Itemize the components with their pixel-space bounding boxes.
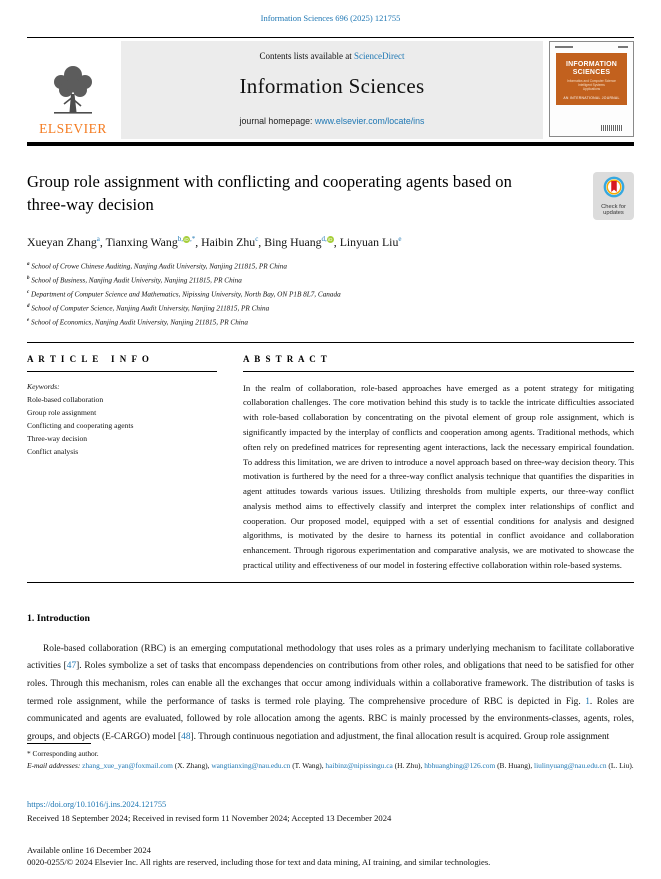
- author-wang: Tianxing Wang$^{b,}$iD,*,: [105, 234, 202, 249]
- email-label: E-mail addresses:: [27, 761, 81, 770]
- article-info-column: [27, 343, 217, 573]
- journal-title: Information Sciences: [239, 74, 425, 98]
- affiliation-b: $^b$ School of Business, Nanjing Audit University, Nanjing 211815, PR China: [27, 275, 242, 284]
- author-zhang: Xueyan Zhang$^a$,: [27, 234, 106, 249]
- footnote-block: [27, 743, 634, 772]
- keywords-block: [27, 380, 217, 458]
- author-name: Linyuan Liu: [339, 234, 399, 249]
- check-badge-label: Check for updates: [601, 203, 626, 217]
- affiliation-list: [27, 259, 634, 329]
- affiliation-d: $^d$ School of Computer Science, Nanjing Audit University, Nanjing 211815, PR China: [27, 303, 270, 312]
- issn-copyright: 0020-0255/© 2024 Elsevier Inc. All rights are reserved, including those for text and data mining, AI training, and similar technologies.: [27, 857, 491, 867]
- check-for-updates-badge[interactable]: [593, 172, 634, 220]
- author-name: Tianxing Wang: [105, 234, 178, 249]
- email-link[interactable]: hbhuangbing@126.com: [424, 761, 496, 770]
- email-link[interactable]: zhang_xue_yan@foxmail.com: [82, 761, 173, 770]
- author-liu: [340, 235, 402, 249]
- check-updates-icon: [603, 185, 625, 202]
- contents-line: [121, 51, 543, 61]
- author-name: Haibin Zhu: [201, 234, 256, 249]
- citation-ref-47[interactable]: 47: [66, 661, 77, 672]
- homepage-url-link[interactable]: www.elsevier.com/locate/ins: [314, 116, 425, 126]
- affiliation-a: $^a$ School of Crowe Chinese Auditing, Nanjing Audit University, Nanjing 211815, PR China: [27, 261, 287, 270]
- author-name: Bing Huang: [264, 234, 322, 249]
- email-link[interactable]: haibinz@nipissingu.ca: [325, 761, 393, 770]
- orcid-icon[interactable]: iD: [328, 236, 333, 242]
- body-top-rule: [27, 582, 634, 583]
- homepage-line: [121, 116, 543, 126]
- homepage-prefix: journal homepage:: [239, 116, 315, 126]
- orcid-icon[interactable]: iD: [184, 236, 189, 242]
- email-item: haibinz@nipissingu.ca (H. Zhu),: [325, 761, 425, 770]
- author-huang: Bing Huang$^{d,}$iD,: [264, 234, 340, 249]
- affiliation-e: $^e$ School of Economics, Nanjing Audit University, Nanjing 211815, PR China: [27, 317, 248, 326]
- corresponding-author-marker[interactable]: ,*: [189, 234, 196, 243]
- article-title: Group role assignment with conflicting and cooperating agents based on three-way decision: [27, 171, 512, 214]
- affiliation-ref[interactable]: c: [255, 234, 259, 243]
- cover-sub-line3: Applications: [582, 87, 601, 92]
- keyword-item: Conflict analysis: [27, 446, 79, 456]
- email-item: liulinyuang@nau.edu.cn (L. Liu).: [534, 761, 634, 770]
- cover-sub-line2: Intelligent Systems: [578, 83, 605, 88]
- keyword-item: Role-based collaboration: [27, 394, 104, 404]
- cover-barcode: [601, 125, 623, 131]
- email-link[interactable]: wangtianxing@nau.edu.cn: [211, 761, 291, 770]
- keyword-item: Three-way decision: [27, 433, 88, 443]
- sciencedirect-link[interactable]: ScienceDirect: [354, 51, 405, 61]
- keyword-item: Conflicting and cooperating agents: [27, 420, 134, 430]
- keyword-item: Group role assignment: [27, 407, 97, 417]
- abstract-heading: A B S T R A C T: [243, 343, 634, 372]
- affiliation-ref[interactable]: d,: [321, 234, 327, 243]
- affiliation-ref[interactable]: e: [398, 234, 402, 243]
- email-link[interactable]: liulinyuang@nau.edu.cn: [534, 761, 607, 770]
- journal-banner: [121, 41, 543, 139]
- received-dates: Received 18 September 2024; Received in revised form 11 November 2024; Accepted 13 December 2024: [27, 813, 392, 823]
- top-rule: [27, 37, 634, 38]
- author-name: Xueyan Zhang: [27, 234, 97, 249]
- email-item: zhang_xue_yan@foxmail.com (X. Zhang),: [82, 761, 212, 770]
- available-online: Available online 16 December 2024: [27, 845, 151, 855]
- abstract-text: In the realm of collaboration, role-based approaches have emerged as a potent strategy for mitigating collaboration challenges. The core motivation behind this study is to tackle the intricate difficulties associated with role-based collaboration by concentrating on the pivotal element of group role assignment, which is significantly impacted by the interplay of conflicts and cooperation among agents. Traditional methods, which often rely on predefined matrices for representing agent interactions, lack the necessary empirical foundation. To address this limitation, we are driven to introduce a novel approach based on three-way decision theory. This motivation is furthered by the need for a three-way conflict analysis technique that quantifies the disparities in agent attitudes towards various issues. Utilizing thresholds from multiple experts, our three-way conflict analysis method aims to effectively classify and interpret the complex inter relationships of conflict and cooperation. Our proposed model, equipped with a set of essential conditions for analysis and designed algorithms, is motivated by the desire to harness its potential in conflict avoidance and collaboration enhancement. Through rigorous experimentation and comparative analysis, we are motivated to showcase the practical utility and effectiveness of our model in fostering effective collaboration within role-based systems.: [243, 382, 634, 571]
- abstract-column: [243, 343, 634, 573]
- cover-title-line1: INFORMATION: [565, 61, 618, 68]
- email-item: hbhuangbing@126.com (B. Huang),: [424, 761, 535, 770]
- header-rule: [27, 142, 634, 146]
- journal-citation-link[interactable]: Information Sciences 696 (2025) 121755: [260, 13, 401, 23]
- cover-sub-line1: Informatics and Computer Science: [567, 79, 616, 83]
- author-zhu: Haibin Zhu$^c$,: [201, 234, 265, 249]
- cover-title-line2: SCIENCES: [572, 68, 611, 76]
- cover-top-decoration: [555, 46, 628, 48]
- figure-1-ref[interactable]: 1: [585, 696, 590, 707]
- keywords-label: Keywords:: [27, 381, 60, 391]
- cover-orange-block: [556, 53, 627, 105]
- author-list: [27, 235, 634, 250]
- elsevier-wordmark: ELSEVIER: [39, 121, 107, 136]
- email-item: wangtianxing@nau.edu.cn (T. Wang),: [211, 761, 326, 770]
- doi-link[interactable]: https://doi.org/10.1016/j.ins.2024.121755: [27, 800, 167, 809]
- footnote-rule: [27, 743, 91, 744]
- article-info-heading: A R T I C L E I N F O: [27, 343, 217, 372]
- citation-ref-48[interactable]: 48: [181, 731, 191, 742]
- cover-journal-line: AN INTERNATIONAL JOURNAL: [563, 95, 620, 100]
- affiliation-c: $^c$ Department of Computer Science and Mathematics, Nipissing University, North Bay, ON P1B 8L7, Canada: [27, 289, 341, 298]
- introduction-heading: 1. Introduction: [27, 612, 90, 624]
- journal-header: [27, 41, 634, 139]
- elsevier-logo[interactable]: [27, 41, 119, 139]
- introduction-paragraph: Role-based collaboration (RBC) is an emerging computational methodology that uses roles as a primary underlying mechanism to facilitate collaborative activities [47]. Roles symbolize a set of tasks that encompass dependencies on contributions from other roles, and obligations that need to be satisfied for other roles. Through this mechanism, roles can enable all the exchanges that occur among individuals within a collaborative framework. The distribution of tasks is termed role assignment, while the performance of tasks is termed role playing. The comprehensive procedure of RBC is depicted in Fig. 1. Roles are communicated and agents are evaluated, followed by role allocation among the agents. RBC is mainly processed by the environments-classes, agents, roles, groups, and objects (E-CARGO) model [48]. Through continuous negotiation and adjustment, the final allocation result is acquired. Group role assignment: [27, 643, 634, 742]
- journal-cover-thumbnail[interactable]: [549, 41, 634, 137]
- contents-prefix: Contents lists available at: [259, 51, 354, 61]
- elsevier-tree-icon: [44, 62, 102, 120]
- corresponding-author-note: * Corresponding author.: [27, 749, 99, 758]
- affiliation-ref[interactable]: b,: [177, 234, 183, 243]
- email-addresses-line: [27, 760, 634, 772]
- affiliation-ref[interactable]: a: [96, 234, 100, 243]
- footer-block: [27, 800, 634, 867]
